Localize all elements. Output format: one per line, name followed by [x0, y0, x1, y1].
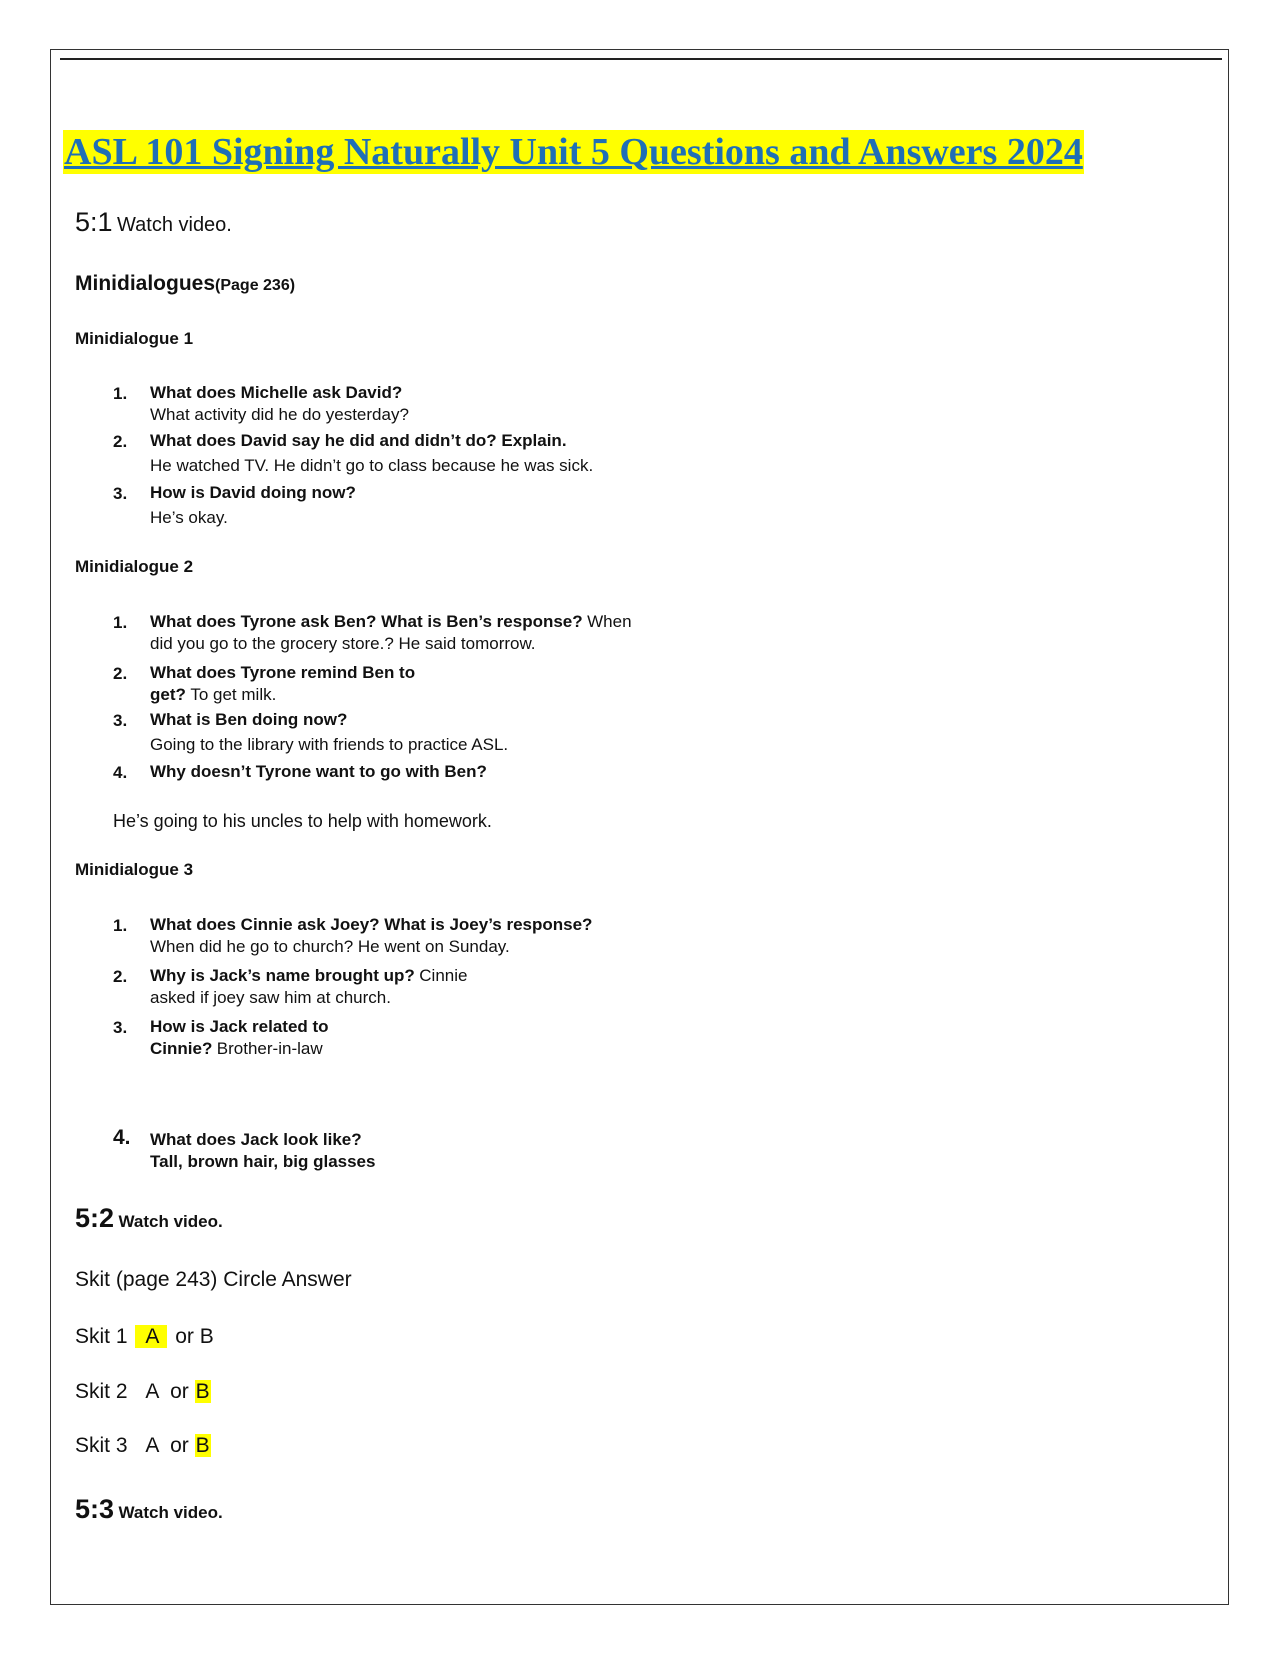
md2-q2-line2: [150, 685, 276, 705]
md2-q3-number: 3.: [113, 711, 128, 730]
md2-q2-question-line2: get?: [150, 685, 186, 704]
md2-q4-answer: He’s going to his uncles to help with homework.: [113, 811, 492, 831]
skit-or: or: [170, 1380, 189, 1403]
md1-q3-number: 3.: [113, 484, 128, 503]
md2-q1-question: What does Tyrone ask Ben? What is Ben’s response?: [150, 612, 583, 631]
minidialogues-page: (Page 236): [215, 277, 296, 294]
md3-q3-question-line1: How is Jack related to: [150, 1017, 329, 1036]
skit-or: or: [170, 1434, 189, 1457]
md3-q3-number: 3.: [113, 1018, 128, 1037]
md1-q3-answer: He’s okay.: [150, 508, 228, 527]
skit-option-b: B: [195, 1434, 210, 1457]
section-text: Watch video.: [118, 1212, 223, 1231]
minidialogue-3-heading: Minidialogue 3: [75, 860, 194, 879]
minidialogue-2-heading: Minidialogue 2: [75, 557, 194, 576]
md2-q1-number: 1.: [113, 613, 128, 632]
skit-option-a: A: [135, 1325, 167, 1348]
md2-q3-answer: Going to the library with friends to practice ASL.: [150, 735, 509, 754]
section-number: 5:3: [75, 1494, 115, 1524]
md3-q2-answer: asked if joey saw him at church.: [150, 988, 391, 1007]
md1-q1-answer: What activity did he do yesterday?: [150, 405, 409, 424]
md2-q2-answer: To get milk.: [190, 685, 277, 704]
md3-q3-line2: [150, 1039, 323, 1059]
skit-row-1: [75, 1325, 214, 1349]
md2-q1-line1: [150, 612, 632, 632]
md3-q3-question-line2: Cinnie?: [150, 1039, 213, 1058]
md3-q1-number: 1.: [113, 916, 128, 935]
md3-q1-answer: When did he go to church? He went on Sunday.: [150, 937, 510, 956]
minidialogue-1-heading: Minidialogue 1: [75, 329, 194, 348]
md3-q3-answer: Brother-in-law: [216, 1039, 323, 1058]
md3-q2-line1: [150, 966, 467, 986]
md3-q2-number: 2.: [113, 967, 128, 986]
section-text: Watch video.: [117, 214, 232, 236]
md1-q2-number: 2.: [113, 432, 128, 451]
md2-q2-number: 2.: [113, 664, 128, 683]
skit-or: or: [175, 1325, 194, 1348]
md3-q2-question: Why is Jack’s name brought up?: [150, 966, 415, 985]
section-text: Watch video.: [118, 1503, 223, 1522]
md3-q4-number: 4.: [113, 1126, 131, 1149]
skit-heading: Skit (page 243) Circle Answer: [75, 1268, 352, 1291]
md1-q1-question: What does Michelle ask David?: [150, 383, 403, 402]
md3-q2-answer-start: Cinnie: [419, 966, 468, 985]
md2-q1-answer: did you go to the grocery store.? He said tomorrow.: [150, 634, 536, 653]
skit-row-3: [75, 1434, 211, 1458]
md2-q2-question-line1: What does Tyrone remind Ben to: [150, 663, 416, 682]
skit-label: Skit 2: [75, 1380, 128, 1403]
md1-q3-question: How is David doing now?: [150, 483, 356, 502]
section-number: 5:1: [75, 207, 113, 237]
md3-q4-question: What does Jack look like?: [150, 1130, 362, 1149]
md2-q1-answer-start: When: [587, 612, 632, 631]
skit-label: Skit 3: [75, 1434, 128, 1457]
skit-option-a: A: [145, 1434, 159, 1457]
skit-label: Skit 1: [75, 1325, 128, 1348]
md3-q1-question: What does Cinnie ask Joey? What is Joey’s response?: [150, 915, 593, 934]
md2-q4-question: Why doesn’t Tyrone want to go with Ben?: [150, 762, 487, 781]
section-5-3: [75, 1494, 223, 1525]
skit-row-2: [75, 1380, 211, 1404]
md1-q2-answer: He watched TV. He didn’t go to class because he was sick.: [150, 456, 594, 475]
skit-option-a: A: [145, 1380, 159, 1403]
section-5-2: [75, 1203, 223, 1234]
section-5-1: [75, 207, 232, 238]
md2-q4-number: 4.: [113, 763, 128, 782]
md3-q4-answer: Tall, brown hair, big glasses: [150, 1152, 376, 1171]
minidialogues-title: Minidialogues: [75, 272, 216, 295]
md1-q2-question: What does David say he did and didn’t do? Explain.: [150, 431, 567, 450]
skit-option-b: B: [195, 1380, 210, 1403]
document-title: ASL 101 Signing Naturally Unit 5 Questions and Answers 2024: [64, 131, 1083, 173]
md1-q1-number: 1.: [113, 384, 128, 403]
skit-option-b: B: [199, 1325, 214, 1348]
section-number: 5:2: [75, 1203, 115, 1233]
minidialogues-heading: [75, 272, 295, 296]
md2-q3-question: What is Ben doing now?: [150, 710, 348, 729]
header-rule: [60, 58, 1222, 60]
